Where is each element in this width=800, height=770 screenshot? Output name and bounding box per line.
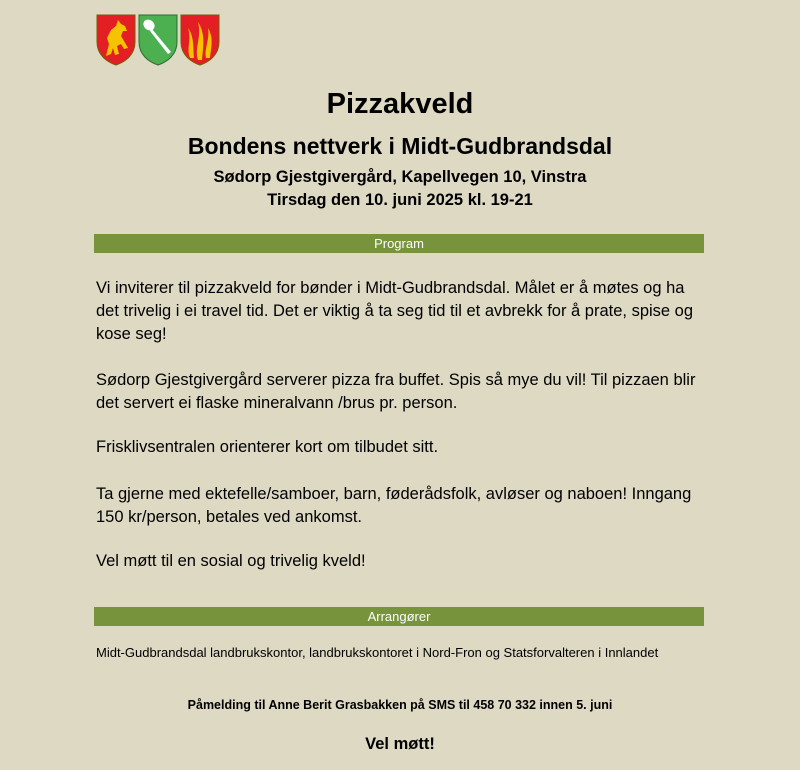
- program-paragraph-entry: Ta gjerne med ektefelle/samboer, barn, føderådsfolk, avløser og naboen! Inngang 150 kr/person, betales ved ankomst.: [96, 485, 692, 526]
- page-title: Pizzakveld: [326, 88, 474, 120]
- program-paragraph-info: Frisklivsentralen orienterer kort om tilbudet sitt.: [96, 438, 439, 456]
- horse-shield-icon: [96, 14, 136, 66]
- program-paragraph-food: Sødorp Gjestgivergård serverer pizza fra buffet. Spis så mye du vil! Til pizzaen blir det servert ei flaske mineralvann /brus pr. person.: [96, 371, 696, 412]
- spoon-shield-icon: [138, 14, 178, 66]
- organizers-band: Arrangører: [94, 607, 704, 626]
- program-paragraph-welcome: Vel møtt til en sosial og trivelig kveld!: [96, 552, 366, 570]
- signup-info: Påmelding til Anne Berit Grasbakken på SMS til 458 70 332 innen 5. juni: [187, 698, 613, 712]
- flame-shield-icon: [180, 14, 220, 66]
- closing-greeting: Vel møtt!: [365, 735, 435, 753]
- organizers-text: Midt-Gudbrandsdal landbrukskontor, landbrukskontoret i Nord-Fron og Statsforvalteren i Innlandet: [96, 645, 659, 660]
- page-subtitle: Bondens nettverk i Midt-Gudbrandsdal: [187, 133, 613, 159]
- municipal-logos: [96, 14, 220, 66]
- venue-address: Sødorp Gjestgivergård, Kapellvegen 10, Vinstra: [213, 168, 587, 186]
- event-date: Tirsdag den 10. juni 2025 kl. 19-21: [267, 191, 533, 209]
- program-paragraph-intro: Vi inviterer til pizzakveld for bønder i Midt-Gudbrandsdal. Målet er å møtes og ha det trivelig i ei travel tid. Det er viktig å ta seg tid til et avbrekk for å prate, spise og kose seg!: [96, 279, 694, 343]
- program-band: Program: [94, 234, 704, 253]
